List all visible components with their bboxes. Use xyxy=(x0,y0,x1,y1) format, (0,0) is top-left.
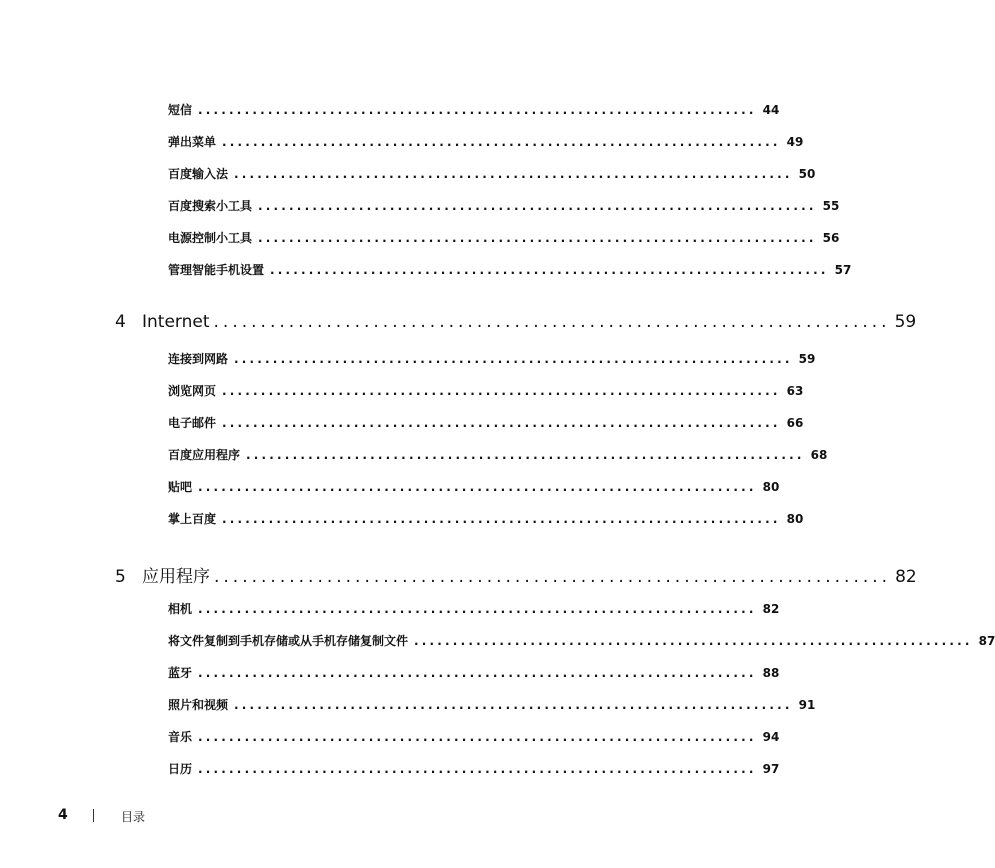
toc-entry[interactable] xyxy=(168,510,804,527)
toc-entry[interactable] xyxy=(168,760,780,777)
leader-dots: ........................................................................ xyxy=(198,762,757,776)
leader-dots: ........................................................................ xyxy=(222,416,781,430)
toc-entry-page: 91 xyxy=(798,698,816,712)
leader-dots: ........................................................................ xyxy=(198,666,757,680)
toc-entry[interactable] xyxy=(168,664,780,681)
leader-dots: ........................................................................ xyxy=(198,103,757,117)
toc-entry-label: 弹出菜单 xyxy=(168,135,217,149)
leader-dots: ........................................................................ xyxy=(234,352,793,366)
toc-entry-label: 相机 xyxy=(168,602,193,616)
toc-entry[interactable] xyxy=(168,446,828,463)
toc-entry-page: 57 xyxy=(834,263,852,277)
toc-entry-page: 82 xyxy=(762,602,780,616)
toc-entry-label: 浏览网页 xyxy=(168,384,217,398)
toc-entry-page: 80 xyxy=(762,480,780,494)
toc-entry-label: 音乐 xyxy=(168,730,193,744)
toc-entry[interactable] xyxy=(168,600,780,617)
toc-entry-page: 49 xyxy=(786,135,804,149)
chapter-title: 应用程序 xyxy=(142,567,210,587)
toc-entry-page: 50 xyxy=(798,167,816,181)
leader-dots: ........................................................................ xyxy=(213,312,891,332)
leader-dots: ........................................................................ xyxy=(258,199,817,213)
toc-entry[interactable] xyxy=(168,632,995,649)
toc-entry-page: 59 xyxy=(798,352,816,366)
chapter-number: 5 xyxy=(115,567,126,587)
toc-entry-label: 管理智能手机设置 xyxy=(168,263,265,277)
toc-entry[interactable] xyxy=(168,261,852,278)
leader-dots: ........................................................................ xyxy=(270,263,829,277)
toc-entry[interactable] xyxy=(168,382,804,399)
chapter-title: Internet xyxy=(142,312,210,332)
toc-entry-page: 44 xyxy=(762,103,780,117)
leader-dots: ........................................................................ xyxy=(222,384,781,398)
toc-entry[interactable] xyxy=(168,165,816,182)
toc-entry[interactable] xyxy=(168,350,816,367)
toc-entry-label: 电子邮件 xyxy=(168,416,217,430)
toc-entry-page: 68 xyxy=(810,448,828,462)
toc-entry-label: 蓝牙 xyxy=(168,666,193,680)
toc-entry-label: 掌上百度 xyxy=(168,512,217,526)
toc-entry-page: 55 xyxy=(822,199,840,213)
leader-dots: ........................................................................ xyxy=(258,231,817,245)
toc-entry-label: 电源控制小工具 xyxy=(168,231,253,245)
leader-dots: ........................................................................ xyxy=(198,480,757,494)
chapter-page: 82 xyxy=(895,567,917,587)
footer-page-number: 4 xyxy=(58,807,68,823)
toc-entry-label: 百度搜索小工具 xyxy=(168,199,253,213)
toc-entry-label: 将文件复制到手机存储或从手机存储复制文件 xyxy=(168,634,409,648)
toc-entry-page: 97 xyxy=(762,762,780,776)
footer-divider xyxy=(93,809,94,822)
toc-entry-label: 百度输入法 xyxy=(168,167,229,181)
leader-dots: ........................................................................ xyxy=(214,567,892,587)
toc-entry-page: 87 xyxy=(978,634,995,648)
toc-entry[interactable] xyxy=(168,229,840,246)
toc-entry-page: 94 xyxy=(762,730,780,744)
toc-entry[interactable] xyxy=(168,197,840,214)
leader-dots: ........................................................................ xyxy=(198,602,757,616)
leader-dots: ........................................................................ xyxy=(222,512,781,526)
toc-entry-page: 63 xyxy=(786,384,804,398)
toc-entry-label: 连接到网路 xyxy=(168,352,229,366)
toc-entry[interactable] xyxy=(168,728,780,745)
chapter-page: 59 xyxy=(894,312,917,332)
toc-entry-page: 88 xyxy=(762,666,780,680)
toc-entry-page: 80 xyxy=(786,512,804,526)
toc-entry-page: 56 xyxy=(822,231,840,245)
chapter-number: 4 xyxy=(115,312,126,332)
toc-entry[interactable] xyxy=(168,696,816,713)
leader-dots: ........................................................................ xyxy=(246,448,805,462)
toc-chapter-4[interactable] xyxy=(115,312,917,332)
footer-section-title: 目录 xyxy=(121,810,146,824)
leader-dots: ........................................................................ xyxy=(234,698,793,712)
toc-entry-label: 百度应用程序 xyxy=(168,448,241,462)
toc-entry-label: 贴吧 xyxy=(168,480,193,494)
toc-entry-label: 短信 xyxy=(168,103,193,117)
leader-dots: ........................................................................ xyxy=(234,167,793,181)
toc-entry-label: 日历 xyxy=(168,762,193,776)
toc-entry-page: 66 xyxy=(786,416,804,430)
toc-entry[interactable] xyxy=(168,478,780,495)
toc-entry[interactable] xyxy=(168,133,804,150)
toc-entry-label: 照片和视频 xyxy=(168,698,229,712)
leader-dots: ........................................................................ xyxy=(222,135,781,149)
toc-entry[interactable] xyxy=(168,101,780,118)
toc-entry[interactable] xyxy=(168,414,804,431)
leader-dots: ........................................................................ xyxy=(198,730,757,744)
toc-chapter-5[interactable] xyxy=(115,562,917,587)
leader-dots: ........................................................................ xyxy=(414,634,973,648)
